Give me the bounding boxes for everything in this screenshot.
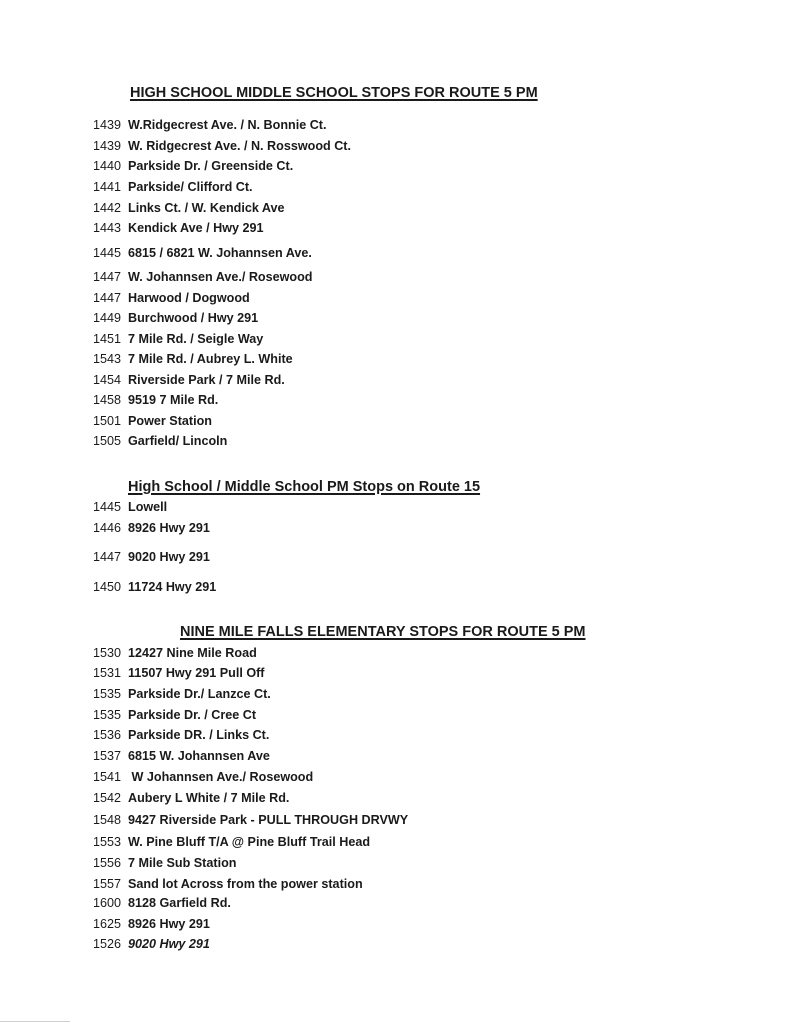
stop-location: W. Johannsen Ave./ Rosewood bbox=[128, 270, 313, 284]
stop-location: Parkside/ Clifford Ct. bbox=[128, 180, 253, 194]
stop-time: 1543 bbox=[93, 352, 122, 366]
stop-time: 1505 bbox=[93, 434, 122, 448]
list-item bbox=[93, 520, 210, 536]
stop-location: 7 Mile Rd. / Aubrey L. White bbox=[128, 352, 293, 366]
section-heading-route-15: High School / Middle School PM Stops on Route 15 bbox=[128, 479, 481, 495]
list-item bbox=[93, 392, 218, 408]
stop-time: 1535 bbox=[93, 687, 122, 701]
stop-location: Kendick Ave / Hwy 291 bbox=[128, 221, 264, 235]
list-item bbox=[93, 220, 264, 236]
stop-time: 1449 bbox=[93, 311, 122, 325]
stop-time: 1440 bbox=[93, 159, 122, 173]
stop-time: 1526 bbox=[93, 937, 122, 951]
stop-time: 1439 bbox=[93, 118, 122, 132]
stop-location: 8926 Hwy 291 bbox=[128, 917, 210, 931]
stop-time: 1442 bbox=[93, 201, 122, 215]
stop-location: 11724 Hwy 291 bbox=[128, 580, 217, 594]
stop-location: 12427 Nine Mile Road bbox=[128, 646, 257, 660]
list-item bbox=[93, 499, 167, 515]
stop-location: W. Pine Bluff T/A @ Pine Bluff Trail Head bbox=[128, 835, 371, 849]
list-item bbox=[93, 158, 293, 174]
stop-time: 1557 bbox=[93, 877, 122, 891]
list-item bbox=[93, 834, 370, 850]
stop-time: 1451 bbox=[93, 332, 122, 346]
stop-time: 1443 bbox=[93, 221, 122, 235]
list-item bbox=[93, 855, 236, 871]
list-item bbox=[93, 876, 363, 892]
stop-time: 1501 bbox=[93, 414, 122, 428]
stop-time: 1445 bbox=[93, 500, 122, 514]
section-heading-route-5-hs-ms: HIGH SCHOOL MIDDLE SCHOOL STOPS FOR ROUTE 5 PM bbox=[130, 85, 538, 101]
list-item bbox=[93, 748, 270, 764]
stop-location: Garfield/ Lincoln bbox=[128, 434, 228, 448]
list-item bbox=[93, 895, 231, 911]
stop-time: 1536 bbox=[93, 728, 122, 742]
stop-location: Parkside Dr. / Greenside Ct. bbox=[128, 159, 294, 173]
list-item bbox=[93, 812, 408, 828]
list-item bbox=[93, 579, 216, 595]
list-item bbox=[93, 769, 313, 785]
stop-time: 1447 bbox=[93, 291, 122, 305]
stop-time: 1447 bbox=[93, 270, 122, 284]
stop-location: 8128 Garfield Rd. bbox=[128, 896, 231, 910]
list-item bbox=[93, 269, 313, 285]
stop-location: Parkside Dr. / Cree Ct bbox=[128, 708, 257, 722]
stop-location: W. Ridgecrest Ave. / N. Rosswood Ct. bbox=[128, 139, 351, 153]
stop-time: 1556 bbox=[93, 856, 122, 870]
stop-location: Parkside DR. / Links Ct. bbox=[128, 728, 270, 742]
stop-time: 1439 bbox=[93, 139, 122, 153]
stop-time: 1446 bbox=[93, 521, 122, 535]
list-item bbox=[93, 665, 265, 681]
stop-time: 1625 bbox=[93, 917, 122, 931]
list-item bbox=[93, 245, 312, 261]
stop-time: 1445 bbox=[93, 246, 122, 260]
stop-location: 9427 Riverside Park - PULL THROUGH DRVWY bbox=[128, 813, 409, 827]
list-item bbox=[93, 138, 351, 154]
list-item bbox=[93, 549, 210, 565]
stop-location: Parkside Dr./ Lanzce Ct. bbox=[128, 687, 271, 701]
stop-location: 6815 / 6821 W. Johannsen Ave. bbox=[128, 246, 312, 260]
stop-time: 1553 bbox=[93, 835, 122, 849]
stop-location: 8926 Hwy 291 bbox=[128, 521, 210, 535]
stop-location: 9020 Hwy 291 bbox=[128, 937, 210, 951]
list-item bbox=[93, 686, 271, 702]
list-item bbox=[93, 179, 253, 195]
list-item bbox=[93, 916, 210, 932]
scan-edge-mark bbox=[0, 1021, 70, 1022]
list-item bbox=[93, 413, 212, 429]
list-item bbox=[93, 790, 289, 806]
stop-location: W Johannsen Ave./ Rosewood bbox=[128, 770, 314, 784]
stop-time: 1531 bbox=[93, 666, 122, 680]
stop-time: 1450 bbox=[93, 580, 122, 594]
stop-time: 1454 bbox=[93, 373, 122, 387]
list-item bbox=[93, 936, 210, 952]
list-item bbox=[93, 372, 285, 388]
stop-time: 1542 bbox=[93, 791, 122, 805]
stop-time: 1447 bbox=[93, 550, 122, 564]
stop-time: 1537 bbox=[93, 749, 122, 763]
stop-location: Aubery L White / 7 Mile Rd. bbox=[128, 791, 290, 805]
list-item bbox=[93, 200, 285, 216]
list-item bbox=[93, 707, 256, 723]
stop-time: 1458 bbox=[93, 393, 122, 407]
stop-location: W.Ridgecrest Ave. / N. Bonnie Ct. bbox=[128, 118, 327, 132]
stop-location: Riverside Park / 7 Mile Rd. bbox=[128, 373, 285, 387]
list-item bbox=[93, 645, 257, 661]
list-item bbox=[93, 351, 293, 367]
stop-time: 1548 bbox=[93, 813, 122, 827]
list-item bbox=[93, 331, 263, 347]
stop-time: 1535 bbox=[93, 708, 122, 722]
stop-time: 1600 bbox=[93, 896, 122, 910]
list-item bbox=[93, 290, 250, 306]
list-item bbox=[93, 433, 227, 449]
stop-time: 1441 bbox=[93, 180, 122, 194]
stop-location: 11507 Hwy 291 Pull Off bbox=[128, 666, 265, 680]
stop-location: 9519 7 Mile Rd. bbox=[128, 393, 219, 407]
stop-location: Burchwood / Hwy 291 bbox=[128, 311, 259, 325]
stop-location: Power Station bbox=[128, 414, 212, 428]
stop-time: 1530 bbox=[93, 646, 122, 660]
stop-location: Sand lot Across from the power station bbox=[128, 877, 363, 891]
stop-location: Harwood / Dogwood bbox=[128, 291, 250, 305]
list-item bbox=[93, 117, 327, 133]
stop-location: 9020 Hwy 291 bbox=[128, 550, 210, 564]
section-heading-nine-mile-falls-route-5: NINE MILE FALLS ELEMENTARY STOPS FOR ROUTE 5 PM bbox=[180, 624, 586, 640]
stop-location: 7 Mile Sub Station bbox=[128, 856, 237, 870]
list-item bbox=[93, 727, 269, 743]
stop-time: 1541 bbox=[93, 770, 122, 784]
stop-location: Links Ct. / W. Kendick Ave bbox=[128, 201, 285, 215]
stop-location: 6815 W. Johannsen Ave bbox=[128, 749, 270, 763]
list-item bbox=[93, 310, 258, 326]
stop-location: 7 Mile Rd. / Seigle Way bbox=[128, 332, 264, 346]
stop-location: Lowell bbox=[128, 500, 168, 514]
